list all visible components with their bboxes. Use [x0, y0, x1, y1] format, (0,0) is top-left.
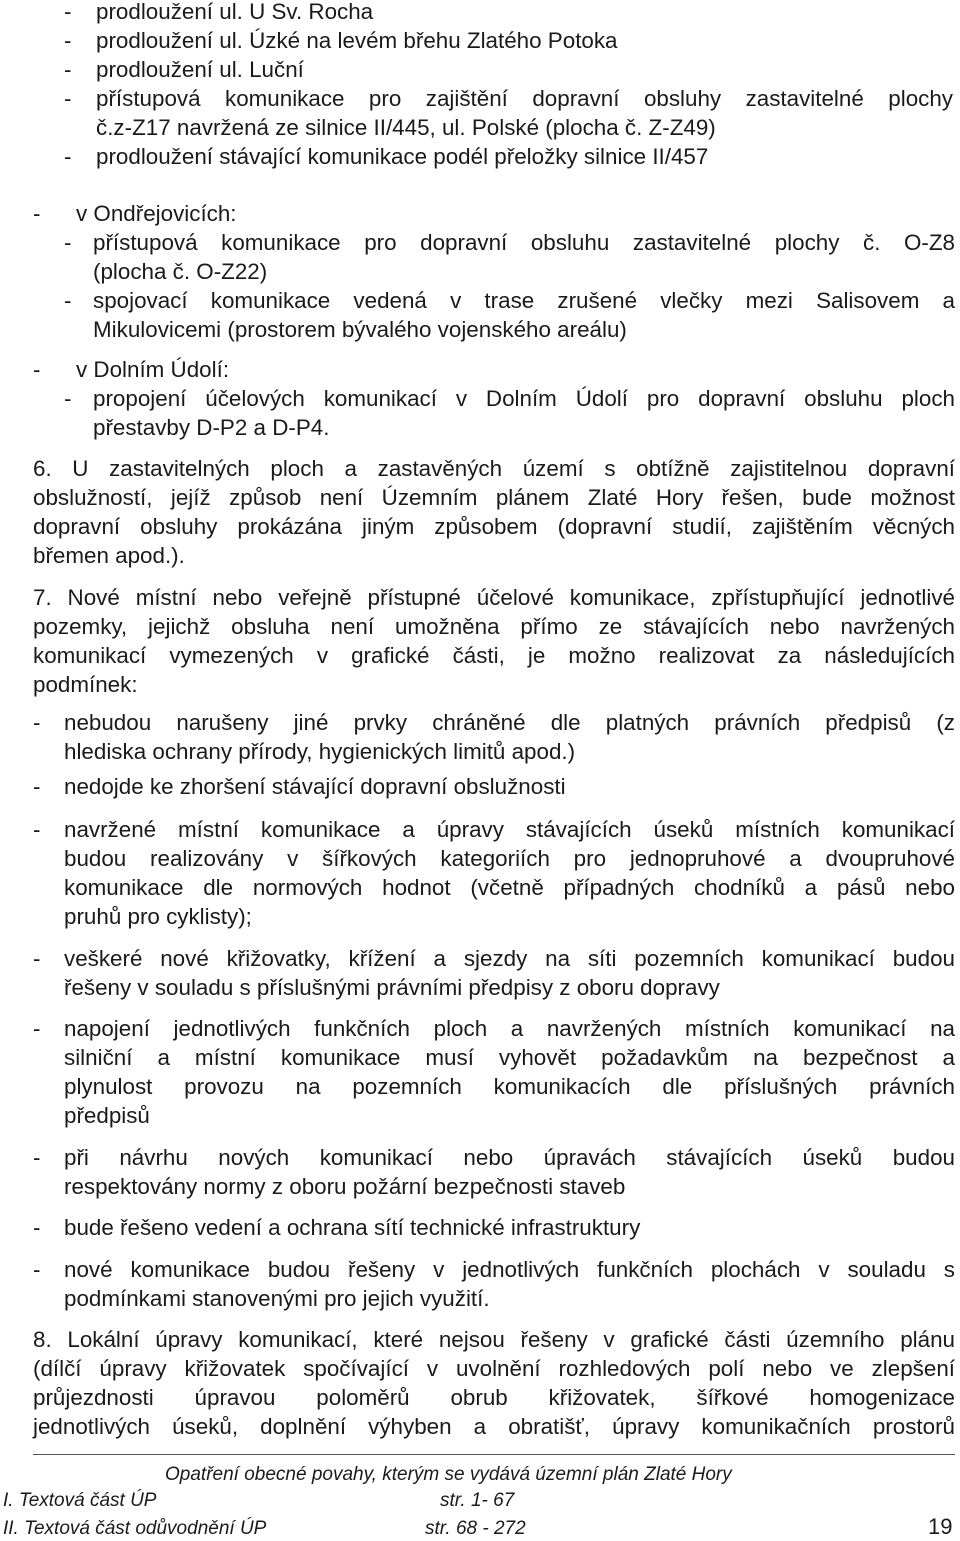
list-dash: - [33, 1145, 41, 1170]
text-line: dopravní obsluhy prokázána jiným způsobem (dopravní studií, zajištěním věcných [33, 514, 955, 539]
footer-part1-label: I. Textová část ÚP [3, 1490, 157, 1511]
text-line: v Dolním Údolí: [76, 357, 230, 382]
text-line: prodloužení ul. U Sv. Rocha [96, 0, 374, 24]
text-line: podmínkami stanovenými pro jejich využití. [64, 1286, 490, 1311]
list-dash: - [33, 357, 41, 382]
text-line: pruhů pro cyklisty); [64, 904, 252, 929]
text-line: přístupová komunikace pro dopravní obsluhu zastavitelné plochy č. O-Z8 [93, 230, 955, 255]
text-line: nové komunikace budou řešeny v jednotlivých funkčních plochách v souladu s [64, 1257, 955, 1282]
text-line: komunikací vymezených v grafické části, je možno realizovat za následujících [33, 643, 955, 668]
text-line: Mikulovicemi (prostorem bývalého vojenského areálu) [93, 317, 627, 342]
text-line: při návrhu nových komunikací nebo úpravách stávajících úseků budou [64, 1145, 955, 1170]
text-line: navržené místní komunikace a úpravy stávajících úseků místních komunikací [64, 817, 955, 842]
list-dash: - [64, 230, 72, 255]
text-line: obslužností, jejíž způsob není Územním plánem Zlaté Hory řešen, bude možnost [33, 485, 955, 510]
text-line: předpisů [64, 1103, 150, 1128]
list-dash: - [64, 0, 72, 24]
list-dash: - [64, 144, 72, 169]
list-dash: - [64, 86, 72, 111]
list-dash: - [64, 288, 72, 313]
footer-part1-pages: str. 1- 67 [440, 1490, 515, 1511]
text-line: (dílčí úpravy křižovatek spočívající v uvolnění rozhledových polí nebo ve zlepšení [33, 1356, 955, 1381]
text-line: podmínek: [33, 672, 138, 697]
text-line: 6. U zastavitelných ploch a zastavěných území s obtížně zajistitelnou dopravní [33, 456, 955, 481]
text-line: prodloužení ul. Úzké na levém břehu Zlatého Potoka [96, 28, 618, 53]
text-line: veškeré nové křižovatky, křížení a sjezdy na síti pozemních komunikací budou [64, 946, 955, 971]
text-line: přístupová komunikace pro zajištění dopravní obsluhy zastavitelné plochy [96, 86, 953, 111]
text-line: bude řešeno vedení a ochrana sítí technické infrastruktury [64, 1215, 641, 1240]
list-dash: - [64, 386, 72, 411]
text-line: spojovací komunikace vedená v trase zrušené vlečky mezi Salisovem a [93, 288, 955, 313]
text-line: silniční a místní komunikace musí vyhovět požadavkům na bezpečnost a [64, 1045, 955, 1070]
text-line: břemen apod.). [33, 543, 185, 568]
list-dash: - [64, 28, 72, 53]
list-dash: - [33, 946, 41, 971]
list-dash: - [33, 201, 41, 226]
text-line: (plocha č. O-Z22) [93, 259, 268, 284]
list-dash: - [64, 57, 72, 82]
text-line: 7. Nové místní nebo veřejně přístupné účelové komunikace, zpřístupňující jednotlivé [33, 585, 955, 610]
text-line: propojení účelových komunikací v Dolním Údolí pro dopravní obsluhu ploch [93, 386, 955, 411]
text-line: napojení jednotlivých funkčních ploch a navržených místních komunikací na [64, 1016, 955, 1041]
text-line: přestavby D-P2 a D-P4. [93, 415, 330, 440]
text-line: prodloužení stávající komunikace podél přeložky silnice II/457 [96, 144, 709, 169]
footer-part2-pages: str. 68 - 272 [425, 1518, 526, 1539]
text-line: č.z-Z17 navržená ze silnice II/445, ul. Polské (plocha č. Z-Z49) [96, 115, 716, 140]
text-line: respektovány normy z oboru požární bezpečnosti staveb [64, 1174, 626, 1199]
list-dash: - [33, 710, 41, 735]
text-line: řešeny v souladu s příslušnými právními předpisy z oboru dopravy [64, 975, 720, 1000]
list-dash: - [33, 817, 41, 842]
footer-title: Opatření obecné povahy, kterým se vydává územní plán Zlaté Hory [165, 1464, 732, 1485]
text-line: 8. Lokální úpravy komunikací, které nejsou řešeny v grafické části územního plánu [33, 1327, 955, 1352]
list-dash: - [33, 1215, 41, 1240]
text-line: průjezdnosti úpravou poloměrů obrub křižovatek, šířkové homogenizace [33, 1385, 955, 1410]
list-dash: - [33, 1257, 41, 1282]
footer-part2-label: II. Textová část odůvodnění ÚP [3, 1518, 267, 1539]
text-line: v Ondřejovicích: [76, 201, 237, 226]
footer-divider [33, 1454, 955, 1455]
text-line: hlediska ochrany přírody, hygienických limitů apod.) [64, 739, 576, 764]
text-line: budou realizovány v šířkových kategoriích pro jednopruhové a dvoupruhové [64, 846, 955, 871]
list-dash: - [33, 1016, 41, 1041]
list-dash: - [33, 774, 41, 799]
page-number: 19 [928, 1514, 953, 1539]
text-line: jednotlivých úseků, doplnění výhyben a obratišť, úpravy komunikačních prostorů [33, 1414, 955, 1439]
text-line: pozemky, jejichž obsluha není umožněna přímo ze stávajících nebo navržených [33, 614, 955, 639]
text-line: plynulost provozu na pozemních komunikacích dle příslušných právních [64, 1074, 955, 1099]
text-line: prodloužení ul. Luční [96, 57, 304, 82]
text-line: komunikace dle normových hodnot (včetně případných chodníků a pásů nebo [64, 875, 955, 900]
text-line: nebudou narušeny jiné prvky chráněné dle platných právních předpisů (z [64, 710, 955, 735]
text-line: nedojde ke zhoršení stávající dopravní obslužnosti [64, 774, 566, 799]
